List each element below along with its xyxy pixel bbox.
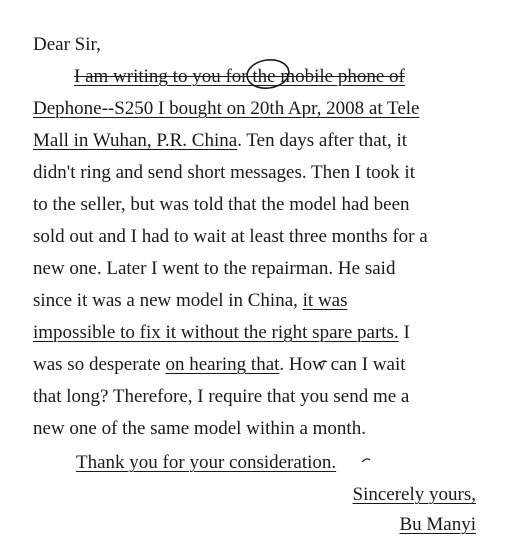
circled-word: for	[225, 66, 248, 87]
letter-line-11: that long? Therefore, I require that you send me a	[33, 386, 410, 407]
underlined-phrase: it was	[302, 290, 348, 311]
letter-line-3: Mall in Wuhan, P.R. China. Ten days after that, it	[33, 130, 407, 151]
letter-line-10: was so desperate on hearing that. How can I wait	[33, 354, 406, 375]
letter-line-9: impossible to fix it without the right spare parts. I	[33, 322, 410, 343]
letter-line-5: to the seller, but was told that the model had been	[33, 194, 410, 215]
underlined-sentence: impossible to fix it without the right spare parts.	[33, 322, 399, 343]
letter-line-2	[33, 98, 419, 122]
salutation: Dear Sir,	[33, 34, 101, 55]
letter-line-1	[74, 66, 405, 90]
struck-opening-phrase: I am writing to you	[74, 66, 226, 87]
struck-phrase-end: the mobile phone of	[247, 66, 405, 87]
underlined-location: Mall in Wuhan, P.R. China	[33, 130, 238, 151]
letter-line-8: since it was a new model in China, it was	[33, 290, 348, 311]
small-tick-mark-2	[362, 459, 370, 462]
signature: Bu Manyi	[399, 514, 476, 535]
closing-thanks: Thank you for your consideration.	[76, 452, 337, 473]
underlined-phrase-hearing: on hearing that	[165, 354, 280, 375]
letter-line-7: new one. Later I went to the repairman. He said	[33, 258, 396, 279]
letter-line-6: sold out and I had to wait at least three months for a	[33, 226, 428, 247]
signoff: Sincerely yours,	[352, 484, 476, 505]
letter-line-12: new one of the same model within a month.	[33, 418, 366, 439]
letter-line-4: didn't ring and send short messages. Then I took it	[33, 162, 415, 183]
underlined-purchase-info: Dephone--S250 I bought on 20th Apr, 2008 at Tele	[33, 98, 420, 119]
